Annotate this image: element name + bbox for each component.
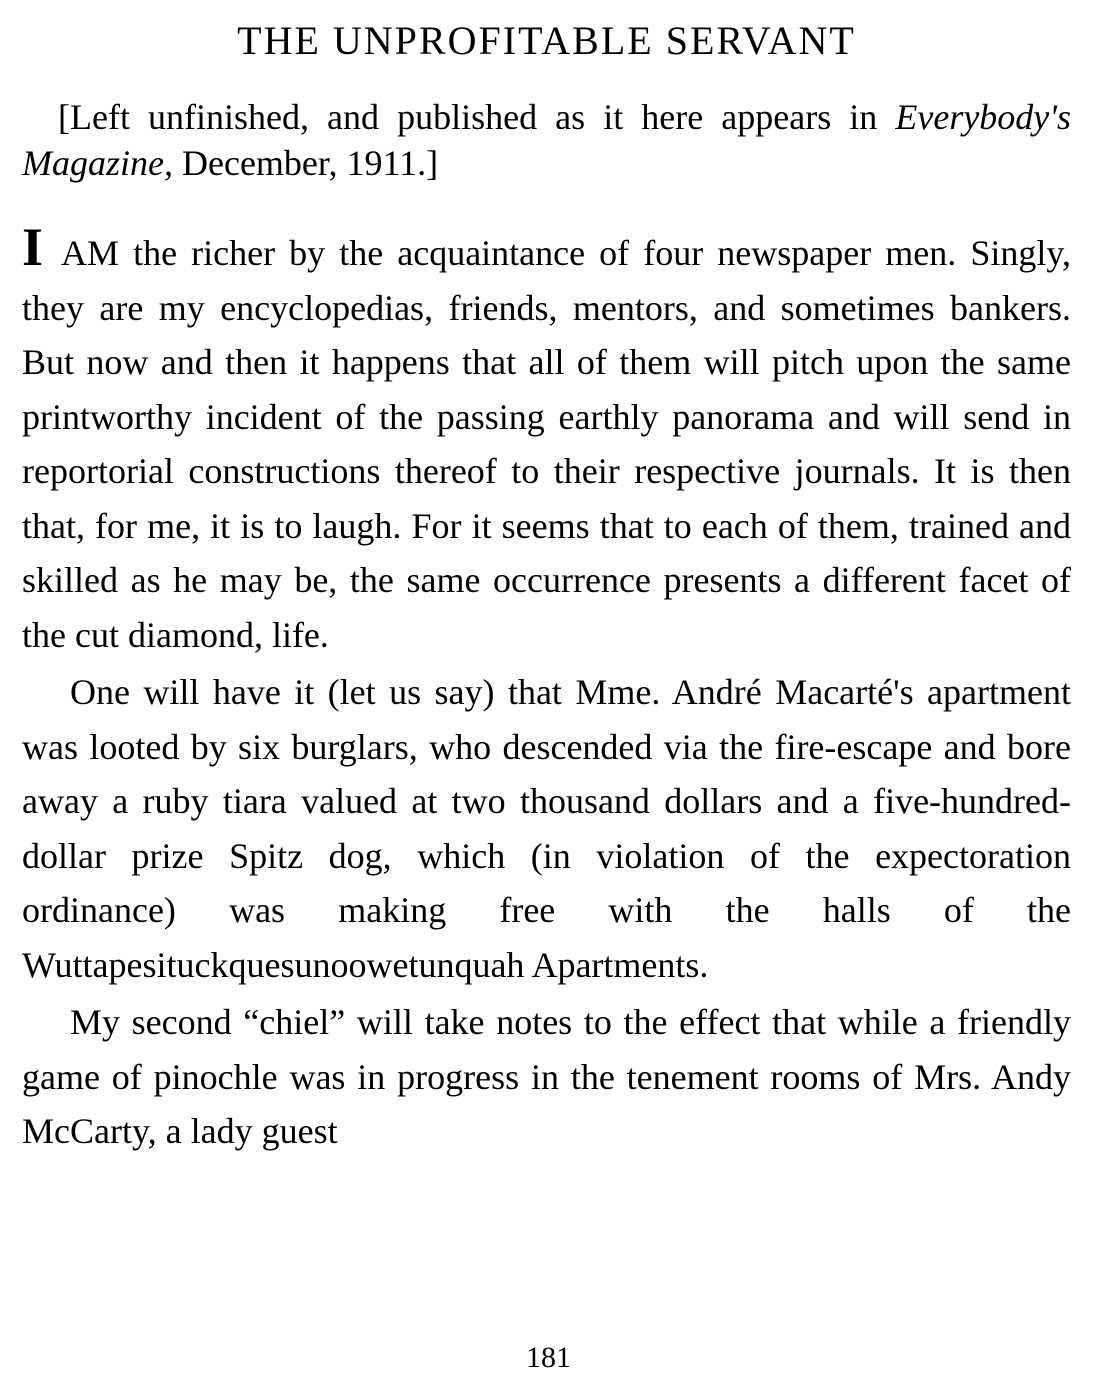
editorial-note-prefix: [Left unfinished, and published as it here appears in [58, 97, 896, 137]
editorial-note-suffix: December, 1911.] [172, 143, 439, 183]
editorial-note [22, 94, 1071, 186]
paragraph-3: My second “chiel” will take notes to the effect that while a friendly game of pinochle was in progress in the tenement rooms of Mrs. Andy McCarty, a lady guest [22, 1002, 1071, 1151]
page-number: 181 [526, 1341, 571, 1374]
paragraph-1-text: AM the richer by the acquaintance of four newspaper men. Singly, they are my encyclopedias, friends, mentors, and sometimes bankers. But now and then it happens that all of them will pitch upon the same printworthy incident of the passing earthly panorama and will send in reportorial constructions thereof to their respective journals. It is then that, for me, it is to laugh. For it seems that to each of them, trained and skilled as he may be, the same occurrence presents a different facet of the cut diamond, life. [22, 233, 1071, 655]
paragraph-1 [22, 217, 1071, 662]
running-title: THE UNPROFITABLE SERVANT [237, 18, 856, 63]
magazine-title: Everybody's Magazine, [22, 97, 1071, 183]
drop-cap: I [22, 217, 44, 277]
paragraph-2: One will have it (let us say) that Mme. André Macarté's apartment was looted by six burglars, who descended via the fire-escape and bore away a ruby tiara valued at two thousand dollars and a five-hundred-dollar prize Spitz dog, which (in violation of the expectoration ordinance) was making free with the halls of the Wuttapesituckquesunoowetunquah Apartments. [22, 672, 1071, 985]
